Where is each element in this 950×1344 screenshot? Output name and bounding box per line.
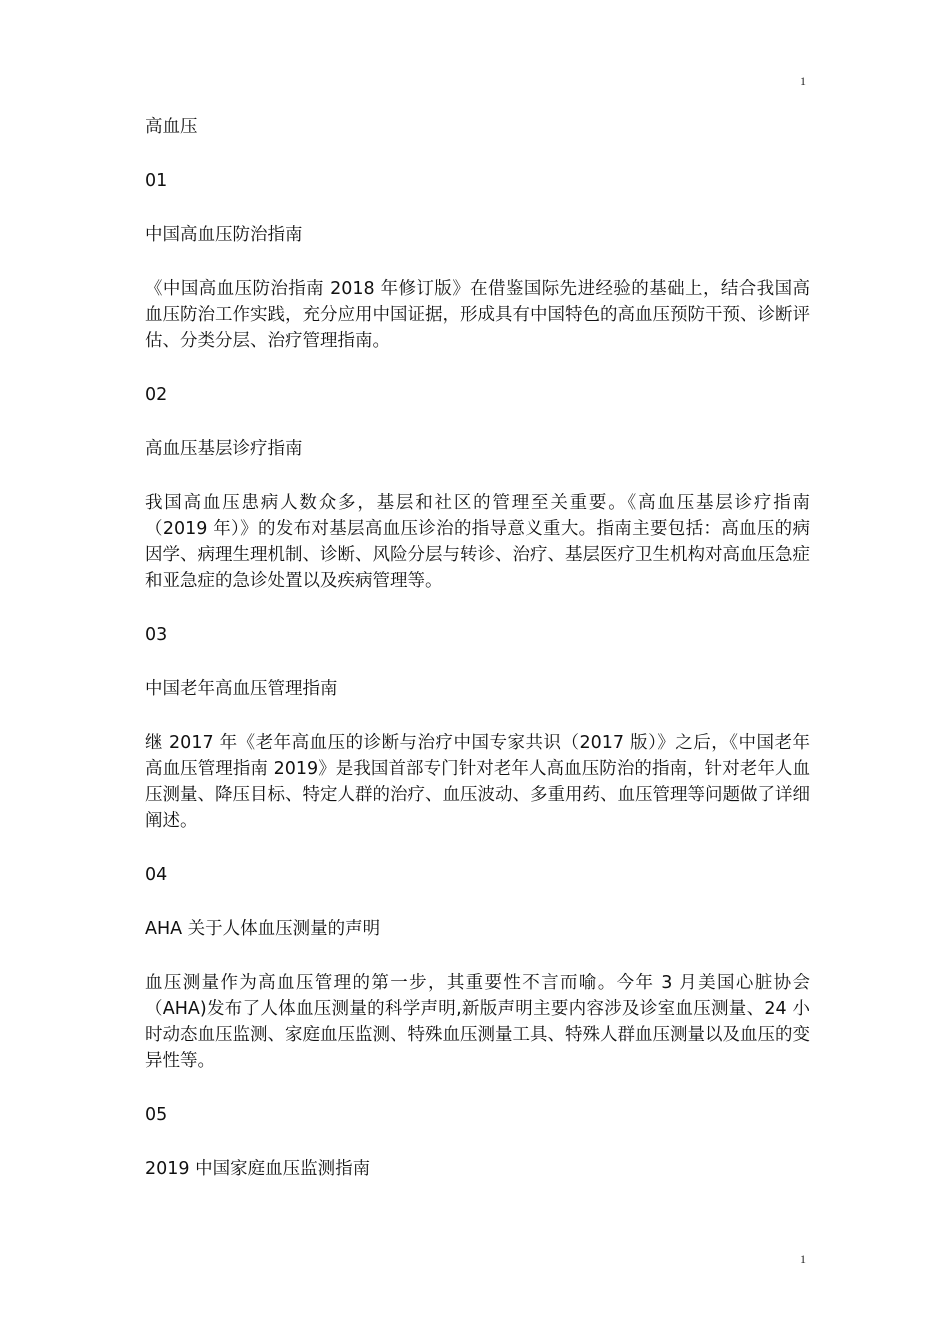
page-number-top: 1 <box>800 74 806 88</box>
section-body: 《中国高血压防治指南 2018 年修订版》在借鉴国际先进经验的基础上，结合我国高血压防治工作实践，充分应用中国证据，形成具有中国特色的高血压预防干预、诊断评估、分类分层、治疗管理指南。 <box>145 279 810 351</box>
document-title: 高血压 <box>145 117 198 137</box>
section-heading: 中国老年高血压管理指南 <box>145 679 338 699</box>
section-body: 继 2017 年《老年高血压的诊断与治疗中国专家共识（2017 版）》之后，《中国老年高血压管理指南 2019》是我国首部专门针对老年人高血压防治的指南，针对老年人血压测量、降压目标、特定人群的治疗、血压波动、多重用药、血压管理等问题做了详细阐述。 <box>145 733 810 831</box>
section-number: 03 <box>145 625 168 645</box>
page-number-bottom: 1 <box>800 1252 806 1266</box>
section-heading: 中国高血压防治指南 <box>145 225 303 245</box>
section-number: 01 <box>145 171 168 191</box>
section-heading: AHA 关于人体血压测量的声明 <box>145 919 381 939</box>
section-heading: 高血压基层诊疗指南 <box>145 439 303 459</box>
section-body: 血压测量作为高血压管理的第一步，其重要性不言而喻。今年 3 月美国心脏协会（AHA)发布了人体血压测量的科学声明,新版声明主要内容涉及诊室血压测量、24 小时动态血压监测、家庭血压监测、特殊血压测量工具、特殊人群血压测量以及血压的变异性等。 <box>145 973 810 1071</box>
section-body: 我国高血压患病人数众多，基层和社区的管理至关重要。《高血压基层诊疗指南（2019 年）》的发布对基层高血压诊治的指导意义重大。指南主要包括：高血压的病因学、病理生理机制、诊断、风险分层与转诊、治疗、基层医疗卫生机构对高血压急症和亚急症的急诊处置以及疾病管理等。 <box>145 493 810 591</box>
section-number: 02 <box>145 385 168 405</box>
document-body <box>145 114 810 1210</box>
section-number: 05 <box>145 1105 168 1125</box>
section-number: 04 <box>145 865 168 885</box>
section-heading: 2019 中国家庭血压监测指南 <box>145 1159 371 1179</box>
